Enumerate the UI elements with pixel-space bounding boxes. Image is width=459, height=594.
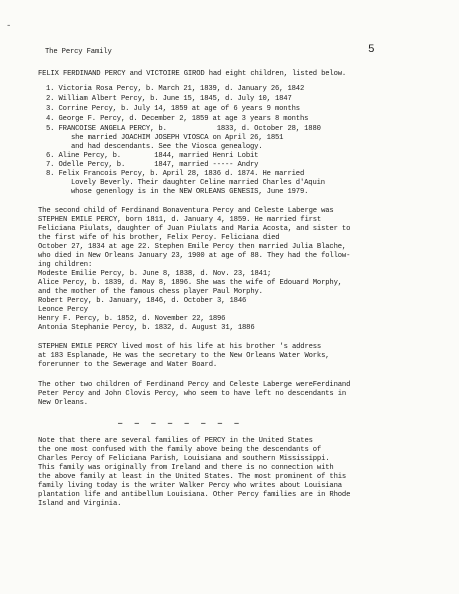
list-item: 4. George F. Percy, d. December 2, 1859 at age 3 years 8 months: [46, 115, 309, 123]
paragraph-line: The other two children of Ferdinand Percy and Celeste Laberge wereFerdinand: [38, 381, 351, 389]
paragraph-line: the above family at least in the United States. The most prominent of this: [38, 473, 347, 481]
list-item: she married JOACHIM JOSEPH VIOSCA on April 26, 1851: [46, 134, 284, 142]
list-item: 8. Felix Francois Percy, b. April 28, 1836 d. 1874. He married: [46, 170, 305, 178]
paragraph-line: Note that there are several families of PERCY in the United States: [38, 437, 313, 445]
paragraph-line: Charles Percy of Feliciana Parish, Louisiana and southern Mississippi.: [38, 455, 330, 463]
list-item: Lovely Beverly. Their daughter Celine married Charles d'Aquin: [46, 179, 325, 187]
page-number: 5: [368, 44, 375, 56]
intro-line: FELIX FERDINAND PERCY and VICTOIRE GIROD had eight children, listed below.: [38, 70, 347, 78]
paragraph-line: Modeste Emilie Percy, b. June 8, 1838, d. Nov. 23, 1841;: [38, 270, 272, 278]
paragraph-line: STEPHEN EMILE PERCY lived most of his life at his brother 's address: [38, 343, 322, 351]
paragraph-line: Alice Percy, b. 1839, d. May 8, 1896. She was the wife of Edouard Morphy,: [38, 279, 342, 287]
paragraph-line: the first wife of his brother, Felix Percy. Feliciana died: [38, 234, 280, 242]
paragraph-line: forerunner to the Sewerage and Water Board.: [38, 361, 218, 369]
list-item: 3. Corrine Percy, b. July 14, 1859 at age of 6 years 9 months: [46, 105, 300, 113]
paragraph-line: ing children:: [38, 261, 93, 269]
paragraph-line: Robert Percy, b. January, 1846, d. October 3, 1846: [38, 297, 247, 305]
list-item: whose genenlogy is in the NEW ORLEANS GENESIS, June 1979.: [46, 188, 309, 196]
paragraph-line: Antonia Stephanie Percy, b. 1832, d. August 31, 1886: [38, 324, 255, 332]
paragraph-line: plantation life and antibellum Louisiana. Other Percy families are in Rhode: [38, 491, 351, 499]
section-divider: — — — — — — — —: [118, 420, 243, 428]
paragraph-line: New Orleans.: [38, 399, 88, 407]
paragraph-line: This family was originally from Ireland and there is no connection with: [38, 464, 334, 472]
paragraph-line: Leonce Percy: [38, 306, 88, 314]
paragraph-line: Feliciana Piulats, daughter of Juan Piulats and Maria Acosta, and sister to: [38, 225, 351, 233]
paragraph-line: The second child of Ferdinand Bonaventura Percy and Celeste Laberge was: [38, 207, 334, 215]
list-item: 6. Aline Percy, b. 1844, married Henri Lobit: [46, 152, 259, 160]
paragraph-line: who died in New Orleans January 23, 1900 at age of 88. They had the follow-: [38, 252, 351, 260]
paragraph-line: STEPHEN EMILE PERCY, born 1811, d. January 4, 1859. He married first: [38, 216, 322, 224]
list-item: 5. FRANCOISE ANGELA PERCY, b. 1833, d. October 28, 1880: [46, 125, 321, 133]
paragraph-line: Peter Percy and John Clovis Percy, who seem to have left no descendants in: [38, 390, 347, 398]
paragraph-line: at 183 Esplanade, He was the secretary to the New Orleans Water Works,: [38, 352, 330, 360]
list-item: 7. Odelle Percy, b. 1847, married ----- Andry: [46, 161, 259, 169]
paragraph-line: the one most confused with the family above being the descendants of: [38, 446, 322, 454]
paragraph-line: and the mother of the famous chess player Paul Morphy.: [38, 288, 263, 296]
paragraph-line: family living today is the writer Walker Percy who writes about Louisiana: [38, 482, 342, 490]
paragraph-line: October 27, 1834 at age 22. Stephen Emile Percy then married Julia Blache,: [38, 243, 347, 251]
paragraph-line: Henry F. Percy, b. 1852, d. November 22, 1896: [38, 315, 226, 323]
list-item: 2. William Albert Percy, b. June 15, 1845, d. July 10, 1847: [46, 95, 292, 103]
paragraph-line: Island and Virginia.: [38, 500, 122, 508]
list-item: 1. Victoria Rosa Percy, b. March 21, 1839, d. January 26, 1842: [46, 85, 305, 93]
corner-mark: -: [6, 21, 12, 31]
page-title: The Percy Family: [45, 48, 112, 56]
list-item: and had descendants. See the Viosca genealogy.: [46, 143, 263, 151]
